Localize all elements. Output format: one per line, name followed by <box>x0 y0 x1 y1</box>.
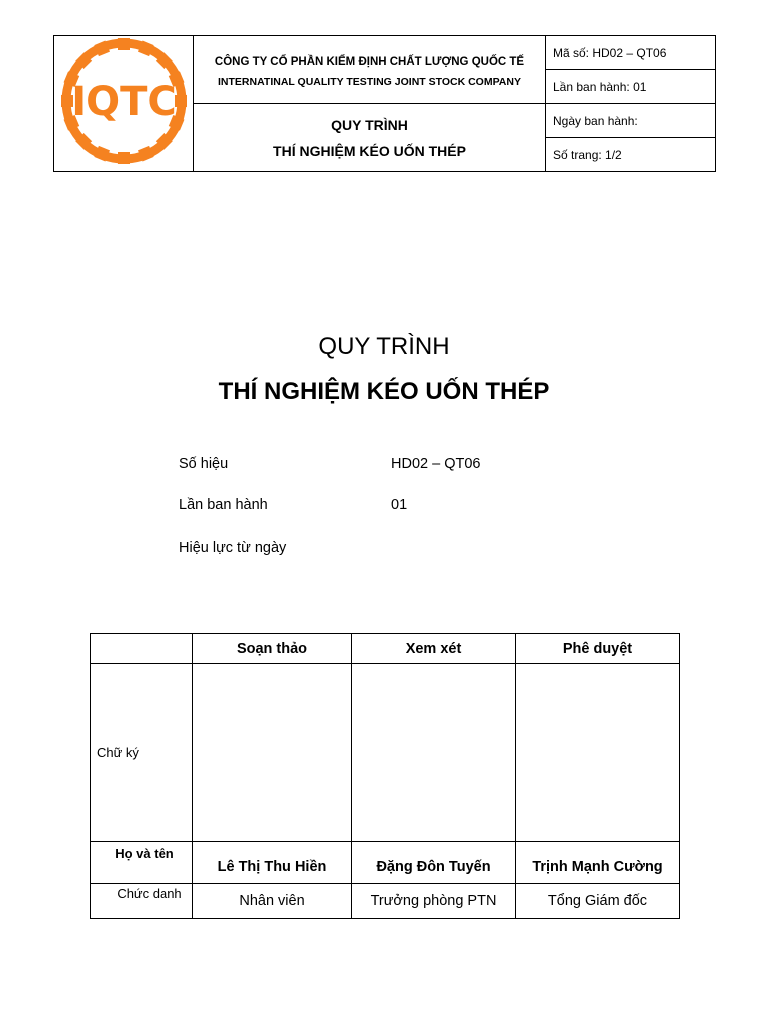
name-phe-duyet: Trịnh Mạnh Cường <box>516 842 680 884</box>
procedure-title-line1: QUY TRÌNH <box>331 116 408 133</box>
col-header-soan-thao: Soạn thảo <box>193 634 352 664</box>
signature-box-soan-thao <box>193 664 352 842</box>
company-logo <box>60 37 188 165</box>
so-hieu-label: Số hiệu <box>179 456 229 472</box>
procedure-title-cell <box>194 104 546 172</box>
row-label-chu-ky: Chữ ký <box>91 664 193 842</box>
position-xem-xet: Trưởng phòng PTN <box>352 884 516 919</box>
document-header-table <box>53 35 716 172</box>
signature-header-row <box>91 634 680 664</box>
name-row <box>91 842 680 884</box>
row-label-ho-ten: Họ và tên <box>91 842 193 884</box>
lan-ban-hanh-value: 01 <box>391 497 408 513</box>
ngay-ban-hanh: Ngày ban hành: <box>546 104 716 138</box>
position-soan-thao: Nhân viên <box>193 884 352 919</box>
so-hieu-value: HD02 – QT06 <box>391 456 481 472</box>
row-label-chuc-danh: Chức danh <box>91 884 193 919</box>
name-soan-thao: Lê Thị Thu Hiền <box>193 842 352 884</box>
lan-ban-hanh-label: Lần ban hành <box>179 497 268 513</box>
signature-table <box>90 633 680 919</box>
name-xem-xet: Đặng Đôn Tuyến <box>352 842 516 884</box>
gear-tooth <box>118 152 130 164</box>
main-title-line1: QUY TRÌNH <box>318 333 450 360</box>
gear-tooth <box>175 95 187 107</box>
signature-row <box>91 664 680 842</box>
company-name-en: INTERNATINAL QUALITY TESTING JOINT STOCK COMPANY <box>218 75 521 88</box>
position-row <box>91 884 680 919</box>
company-name-cell <box>194 36 546 104</box>
hieu-luc-label: Hiệu lực từ ngày <box>179 540 287 556</box>
signature-box-xem-xet <box>352 664 516 842</box>
gear-tooth <box>118 38 130 50</box>
procedure-title-line2: THÍ NGHIỆM KÉO UỐN THÉP <box>273 142 466 159</box>
logo-cell <box>54 36 194 172</box>
lan-ban-hanh: Lần ban hành: 01 <box>546 70 716 104</box>
signature-box-phe-duyet <box>516 664 680 842</box>
col-header-xem-xet: Xem xét <box>352 634 516 664</box>
main-title-line2: THÍ NGHIỆM KÉO UỐN THÉP <box>218 378 550 405</box>
empty-corner-cell <box>91 634 193 664</box>
logo-text: IQTC <box>70 79 177 125</box>
so-trang: Số trang: 1/2 <box>546 138 716 172</box>
company-name-vn: CÔNG TY CỔ PHẦN KIỂM ĐỊNH CHẤT LƯỢNG QUỐC TẾ <box>214 55 525 68</box>
col-header-phe-duyet: Phê duyệt <box>516 634 680 664</box>
position-phe-duyet: Tổng Giám đốc <box>516 884 680 919</box>
ma-so: Mã số: HD02 – QT06 <box>546 36 716 70</box>
